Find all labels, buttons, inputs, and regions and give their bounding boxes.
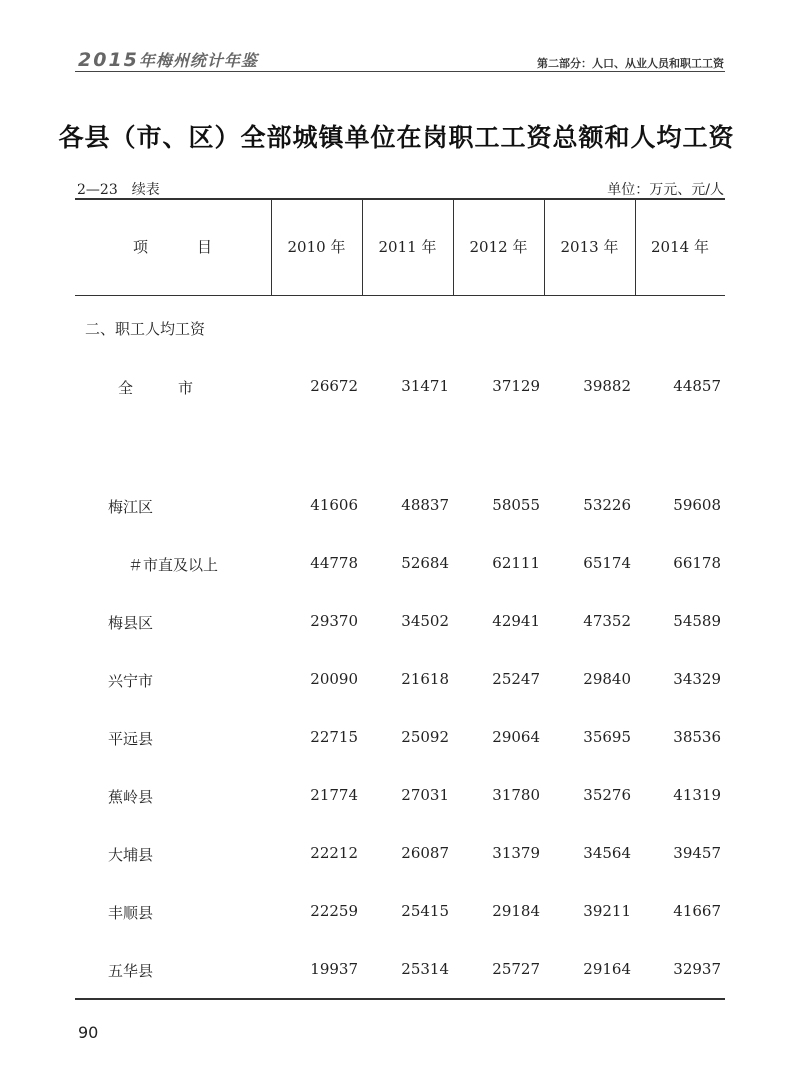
row-value: 20090 — [310, 670, 358, 688]
row-value: 42941 — [492, 612, 540, 630]
row-value: 22212 — [310, 844, 358, 862]
row-value: 31379 — [492, 844, 540, 862]
row-value: 66178 — [673, 554, 721, 572]
table-header-rule — [75, 295, 725, 296]
yearbook-name: 年梅州统计年鉴 — [138, 51, 258, 70]
row-value: 29184 — [492, 902, 540, 920]
header-divider — [75, 71, 725, 72]
row-value: 26672 — [310, 377, 358, 395]
row-label: ＃市直及以上 — [128, 556, 219, 574]
row-value: 44778 — [310, 554, 358, 572]
row-value: 29370 — [310, 612, 358, 630]
row-value: 21774 — [310, 786, 358, 804]
row-label: 兴宁市 — [108, 672, 154, 690]
column-header-2013: 2013 年 — [560, 238, 619, 256]
row-label: 全 市 — [118, 379, 194, 397]
row-value: 65174 — [583, 554, 631, 572]
row-value: 59608 — [673, 496, 721, 514]
row-value: 47352 — [583, 612, 631, 630]
table-row — [75, 377, 725, 401]
row-value: 41606 — [310, 496, 358, 514]
row-value: 25415 — [401, 902, 449, 920]
column-header-2010: 2010 年 — [287, 238, 346, 256]
row-value: 48837 — [401, 496, 449, 514]
row-label: 大埔县 — [108, 846, 154, 864]
table-row — [75, 728, 725, 752]
page-title: 各县（市、区）全部城镇单位在岗职工工资总额和人均工资 — [58, 123, 735, 152]
row-value: 41319 — [673, 786, 721, 804]
row-value: 25314 — [401, 960, 449, 978]
row-value: 38536 — [673, 728, 721, 746]
row-value: 29840 — [583, 670, 631, 688]
table-row — [75, 554, 725, 578]
table-row — [75, 612, 725, 636]
row-value: 34564 — [583, 844, 631, 862]
row-value: 29064 — [492, 728, 540, 746]
column-header-2014: 2014 年 — [651, 238, 709, 256]
table-row — [75, 960, 725, 984]
table-row — [75, 902, 725, 926]
table-row — [75, 670, 725, 694]
row-value: 37129 — [492, 377, 540, 395]
yearbook-year: 2015 — [78, 49, 139, 71]
row-value: 52684 — [401, 554, 449, 572]
table-bottom-rule — [75, 998, 725, 1000]
row-value: 39211 — [583, 902, 631, 920]
table-number: 2—23 续表 — [77, 182, 160, 198]
row-value: 26087 — [401, 844, 449, 862]
row-value: 22715 — [310, 728, 358, 746]
row-value: 54589 — [673, 612, 721, 630]
row-value: 44857 — [673, 377, 721, 395]
row-value: 25092 — [401, 728, 449, 746]
row-value: 22259 — [310, 902, 358, 920]
row-label: 梅县区 — [108, 614, 154, 632]
table-top-rule — [75, 198, 725, 200]
row-value: 25247 — [492, 670, 540, 688]
row-value: 19937 — [310, 960, 358, 978]
row-value: 58055 — [492, 496, 540, 514]
row-label: 梅江区 — [108, 498, 154, 516]
row-value: 39457 — [673, 844, 721, 862]
row-value: 31471 — [401, 377, 449, 395]
row-value: 27031 — [401, 786, 449, 804]
section-label: 二、职工人均工资 — [85, 320, 206, 338]
row-value: 21618 — [401, 670, 449, 688]
table-row — [75, 786, 725, 810]
section-row — [75, 318, 725, 342]
unit-label: 单位：万元、元/人 — [607, 182, 724, 198]
row-value: 34329 — [673, 670, 721, 688]
row-value: 29164 — [583, 960, 631, 978]
column-header-2012: 2012 年 — [469, 238, 528, 256]
row-label: 五华县 — [108, 962, 154, 980]
row-label: 平远县 — [108, 730, 154, 748]
table-row — [75, 844, 725, 868]
wage-table — [75, 198, 725, 1000]
row-label: 丰顺县 — [108, 904, 154, 922]
row-value: 31780 — [492, 786, 540, 804]
row-value: 35695 — [583, 728, 631, 746]
table-row — [75, 496, 725, 520]
row-value: 32937 — [673, 960, 721, 978]
row-value: 35276 — [583, 786, 631, 804]
row-value: 25727 — [492, 960, 540, 978]
row-value: 34502 — [401, 612, 449, 630]
section-title: 第二部分：人口、从业人员和职工工资 — [537, 57, 724, 70]
page-number: 90 — [78, 1023, 99, 1042]
column-header-2011: 2011 年 — [378, 238, 437, 256]
row-value: 53226 — [583, 496, 631, 514]
column-header-item: 项 目 — [132, 238, 213, 256]
row-label: 蕉岭县 — [108, 788, 154, 806]
row-value: 39882 — [583, 377, 631, 395]
yearbook-title — [78, 48, 258, 71]
row-value: 62111 — [492, 554, 540, 572]
row-value: 41667 — [673, 902, 721, 920]
